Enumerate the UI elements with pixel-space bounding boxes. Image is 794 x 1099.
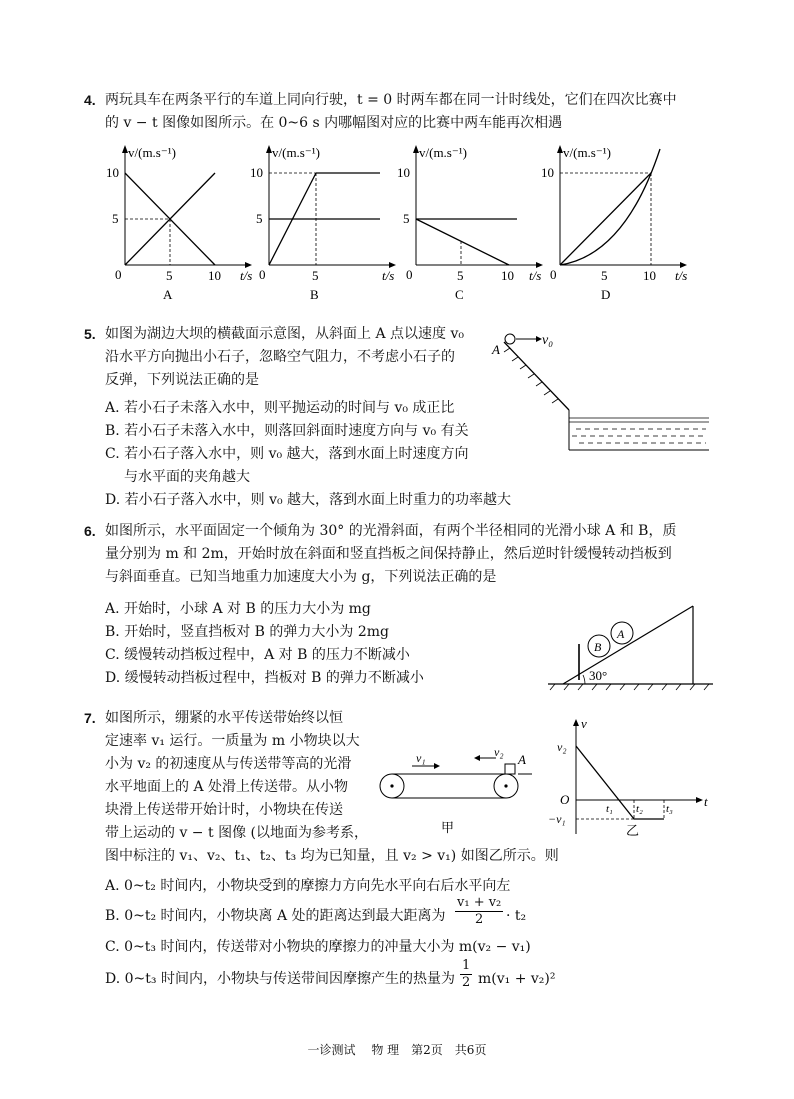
svg-text:t/s: t/s [382, 268, 395, 283]
svg-text:v: v [581, 716, 587, 731]
q5-option-d: D. 若小石子落入水中，则 v₀ 越大，落到水面上时重力的功率越大 [105, 492, 512, 508]
graph-label: D [601, 287, 611, 302]
q7-number: 7. [84, 710, 96, 726]
svg-text:0: 0 [259, 267, 266, 282]
svg-text:5: 5 [112, 211, 119, 226]
svg-text:v/(m.s⁻¹): v/(m.s⁻¹) [419, 145, 467, 160]
q6-option-a: A. 开始时，小球 A 对 B 的压力大小为 mg [105, 601, 371, 617]
q7-stem-line1: 如图所示，绷紧的水平传送带始终以恒 [105, 710, 343, 726]
graph-label: A [163, 287, 173, 302]
q6-option-d: D. 缓慢转动挡板过程中，挡板对 B 的弹力不断减小 [105, 670, 424, 686]
svg-text:v₂: v₂ [494, 745, 504, 759]
graph-label: B [310, 287, 319, 302]
q5-stem-line3: 反弹，下列说法正确的是 [105, 372, 259, 388]
svg-text:5: 5 [312, 268, 319, 283]
q6-option-c: C. 缓慢转动挡板过程中，A 对 B 的压力不断减小 [105, 647, 410, 663]
q7-option-d: D. 0~t₃ 时间内，小物块与传送带间因摩擦产生的热量为 [105, 971, 455, 987]
svg-text:甲: 甲 [441, 820, 455, 835]
q5-dam-figure [484, 328, 716, 468]
svg-text:10: 10 [208, 268, 221, 283]
q5-number: 5. [84, 326, 96, 342]
svg-text:0: 0 [406, 267, 413, 282]
svg-text:v/(m.s⁻¹): v/(m.s⁻¹) [272, 145, 320, 160]
svg-text:30°: 30° [589, 668, 608, 683]
svg-text:v/(m.s⁻¹): v/(m.s⁻¹) [563, 145, 611, 160]
svg-text:t₁: t₁ [606, 803, 613, 815]
q5-option-c: C. 若小石子落入水中，则 v₀ 越大，落到水面上时速度方向 [105, 446, 469, 462]
q7-conveyor-figure [374, 745, 534, 840]
y-axis-label: v/(m.s⁻¹) [128, 145, 176, 160]
svg-text:v₂: v₂ [557, 740, 567, 754]
svg-text:t₂: t₂ [636, 803, 643, 815]
page-footer: 一诊测试 物 理 第2页 共6页 [307, 1043, 487, 1057]
q5-stem-line2: 沿水平方向抛出小石子，忽略空气阻力，不考虑小石子的 [105, 349, 455, 365]
stone-icon [505, 334, 515, 344]
svg-text:−v₁: −v₁ [548, 812, 566, 826]
svg-text:v₁: v₁ [416, 751, 426, 765]
q7-stem-line7: 图中标注的 v₁、v₂、t₁、t₂、t₃ 均为已知量，且 v₂ > v₁) 如图乙所示。则 [105, 848, 559, 864]
q5-option-b: B. 若小石子未落入水中，则落回斜面时速度方向与 v₀ 有关 [105, 423, 469, 439]
svg-text:t₃: t₃ [666, 803, 673, 815]
q7-option-b: B. 0~t₂ 时间内，小物块离 A 处的距离达到最大距离为 [105, 908, 446, 924]
block-icon [505, 764, 515, 774]
q6-incline-figure [543, 600, 723, 695]
q4-number: 4. [84, 92, 96, 108]
graph-label: C [455, 287, 464, 302]
svg-text:5: 5 [457, 268, 464, 283]
q7-option-c: C. 0~t₃ 时间内，传送带对小物块的摩擦力的冲量大小为 m(v₂ − v₁) [105, 939, 531, 955]
q4-stem-line1: 两玩具车在两条平行的车道上同向行驶，t = 0 时两车都在同一计时线处，它们在四次比赛中 [105, 92, 677, 108]
q6-stem-line3: 与斜面垂直。已知当地重力加速度大小为 g，下列说法正确的是 [105, 569, 497, 585]
q6-number: 6. [84, 523, 96, 539]
q7-stem-line6: 带上运动的 v − t 图像 (以地面为参考系， [105, 825, 368, 841]
svg-text:乙: 乙 [626, 823, 640, 838]
q4-graph-a [100, 143, 260, 303]
svg-text:10: 10 [106, 165, 119, 180]
svg-text:A: A [617, 627, 625, 641]
q7-option-b-fraction: v₁ + v₂ 2 [457, 895, 502, 927]
q7-stem-line5: 块滑上传送带开始计时，小物块在传送 [105, 802, 343, 818]
q5-stem-line1: 如图为湖边大坝的横截面示意图，从斜面上 A 点以速度 v₀ [105, 326, 464, 342]
svg-text:0: 0 [550, 267, 557, 282]
svg-text:10: 10 [397, 165, 410, 180]
svg-text:10: 10 [541, 165, 554, 180]
q4-graph-c [391, 143, 551, 303]
q6-stem-line1: 如图所示，水平面固定一个倾角为 30° 的光滑斜面，有两个半径相同的光滑小球 A 和 B，质 [105, 523, 677, 539]
q4-stem-line2: 的 v − t 图像如图所示。在 0~6 s 内哪幅图对应的比赛中两车能再次相遇 [105, 115, 563, 131]
svg-text:5: 5 [166, 268, 173, 283]
svg-text:t: t [704, 794, 708, 809]
svg-text:5: 5 [601, 268, 608, 283]
q7-option-d-fraction: 1 2 [462, 958, 471, 990]
q7-stem-line2: 定速率 v₁ 运行。一质量为 m 小物块以大 [105, 733, 360, 749]
svg-text:t/s: t/s [240, 268, 253, 283]
q7-option-a: A. 0~t₂ 时间内，小物块受到的摩擦力方向先水平向右后水平向左 [105, 878, 511, 894]
svg-text:O: O [560, 792, 570, 807]
q7-vt-graph [546, 716, 716, 840]
q6-option-b: B. 开始时，竖直挡板对 B 的弹力大小为 2mg [105, 624, 389, 640]
svg-text:B: B [594, 640, 602, 654]
svg-text:t/s: t/s [675, 268, 688, 283]
svg-text:v₀: v₀ [542, 333, 554, 348]
svg-text:A: A [518, 752, 526, 767]
svg-text:5: 5 [256, 211, 263, 226]
q6-stem-line2: 量分别为 m 和 2m，开始时放在斜面和竖直挡板之间保持静止，然后逆时针缓慢转动挡板到 [105, 546, 672, 562]
svg-text:0: 0 [115, 267, 122, 282]
q5-option-a: A. 若小石子未落入水中，则平抛运动的时间与 v₀ 成正比 [105, 400, 455, 416]
q4-graph-d [535, 143, 700, 303]
svg-text:5: 5 [403, 211, 410, 226]
q4-graph-b [244, 143, 404, 303]
svg-text:10: 10 [643, 268, 656, 283]
svg-text:A: A [492, 342, 500, 357]
svg-text:t/s: t/s [529, 268, 542, 283]
svg-text:10: 10 [250, 165, 263, 180]
q7-stem-line3: 小为 v₂ 的初速度从与传送带等高的光滑 [105, 756, 352, 772]
svg-text:10: 10 [501, 268, 514, 283]
q7-stem-line4: 水平地面上的 A 处滑上传送带。从小物 [105, 779, 349, 795]
q5-option-c-cont: 与水平面的夹角越大 [124, 469, 250, 485]
